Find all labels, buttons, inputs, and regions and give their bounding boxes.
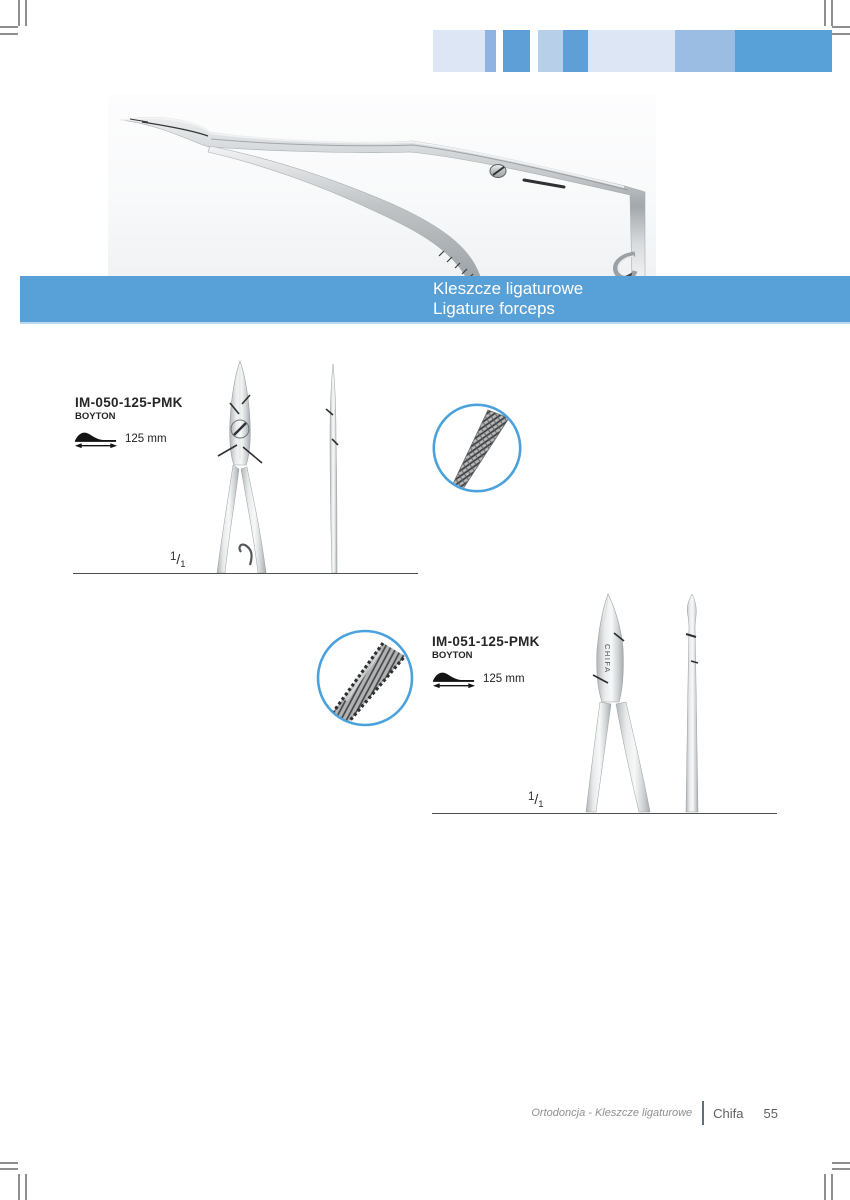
footer-divider bbox=[702, 1101, 704, 1125]
colorbar-segment bbox=[588, 30, 675, 72]
blade bbox=[330, 364, 337, 573]
crop-mark bbox=[0, 33, 18, 35]
crop-mark bbox=[831, 0, 833, 26]
product-name: BOYTON bbox=[75, 411, 116, 422]
footer-section-label: Ortodoncja - Kleszcze ligaturowe bbox=[531, 1107, 693, 1119]
colorbar-segment bbox=[496, 30, 503, 72]
length-icon bbox=[74, 428, 118, 450]
product-1-front-view bbox=[209, 359, 271, 575]
spring-hook bbox=[240, 545, 252, 565]
product-2-side-view bbox=[681, 592, 701, 814]
product-name: BOYTON bbox=[432, 650, 473, 661]
top-colorbar bbox=[433, 30, 832, 72]
scale-baseline bbox=[432, 813, 777, 814]
scale-baseline bbox=[73, 573, 418, 574]
crop-mark bbox=[0, 1162, 18, 1164]
product-2-front-view bbox=[583, 592, 658, 814]
forceps-lower-arm bbox=[208, 146, 480, 279]
banner-underline bbox=[20, 322, 850, 324]
ligature-forceps-photo bbox=[108, 94, 656, 286]
product-code: IM-050-125-PMK bbox=[75, 395, 183, 410]
handle-slot bbox=[524, 180, 564, 187]
blade bbox=[686, 594, 698, 812]
length-icon bbox=[432, 668, 476, 690]
hero-product-photo bbox=[108, 94, 656, 286]
product-2-info bbox=[432, 634, 540, 661]
scale-slash: / bbox=[176, 551, 181, 567]
crop-mark bbox=[824, 1174, 826, 1200]
product-1-length bbox=[74, 428, 167, 450]
colorbar-segment bbox=[503, 30, 530, 72]
colorbar-segment bbox=[538, 30, 563, 72]
brand-engraving: CHIFA bbox=[603, 644, 612, 674]
section-banner bbox=[20, 276, 850, 322]
crop-mark bbox=[25, 1174, 27, 1200]
footer-page-number: 55 bbox=[763, 1105, 778, 1121]
colorbar-segment bbox=[433, 30, 485, 72]
colorbar-segment bbox=[485, 30, 496, 72]
crop-mark bbox=[824, 0, 826, 26]
footer-brand: Chifa bbox=[713, 1105, 744, 1121]
crop-mark bbox=[25, 0, 27, 26]
scale-denominator: 1 bbox=[538, 799, 544, 810]
left-arm bbox=[217, 465, 239, 573]
crop-mark bbox=[832, 1168, 850, 1170]
jaw-detail-inset-icon bbox=[431, 402, 523, 494]
scale-denominator: 1 bbox=[180, 559, 186, 570]
crop-mark bbox=[18, 0, 20, 26]
product-2-length bbox=[432, 668, 525, 690]
crop-mark bbox=[832, 33, 850, 35]
jaw-detail-circle bbox=[315, 628, 415, 733]
crop-mark bbox=[832, 1162, 850, 1164]
page-footer bbox=[531, 1100, 778, 1126]
colorbar-segment bbox=[563, 30, 588, 72]
crop-mark bbox=[832, 26, 850, 28]
right-arm bbox=[241, 467, 266, 573]
right-arm bbox=[616, 702, 650, 812]
scale-label bbox=[170, 551, 186, 569]
colorbar-segment bbox=[675, 30, 735, 72]
product-1-info bbox=[75, 395, 183, 422]
jaw-detail-inset-icon bbox=[315, 628, 415, 728]
colorbar-segment bbox=[530, 30, 538, 72]
jaw-detail-circle bbox=[431, 402, 523, 499]
section-title-en: Ligature forceps bbox=[433, 299, 555, 318]
section-title-pl: Kleszcze ligaturowe bbox=[433, 279, 584, 298]
crop-mark bbox=[0, 26, 18, 28]
scale-numerator: 1 bbox=[170, 551, 177, 563]
product-code: IM-051-125-PMK bbox=[432, 634, 540, 649]
left-arm bbox=[586, 702, 611, 812]
crop-mark bbox=[0, 1168, 18, 1170]
product-1-side-view bbox=[324, 362, 342, 575]
length-value: 125 mm bbox=[125, 433, 167, 445]
section-title bbox=[433, 279, 583, 319]
scale-label bbox=[528, 791, 544, 809]
crop-mark bbox=[831, 1174, 833, 1200]
scale-numerator: 1 bbox=[528, 791, 535, 803]
scale-slash: / bbox=[534, 791, 539, 807]
colorbar-segment bbox=[735, 30, 832, 72]
length-value: 125 mm bbox=[483, 673, 525, 685]
crop-mark bbox=[18, 1174, 20, 1200]
